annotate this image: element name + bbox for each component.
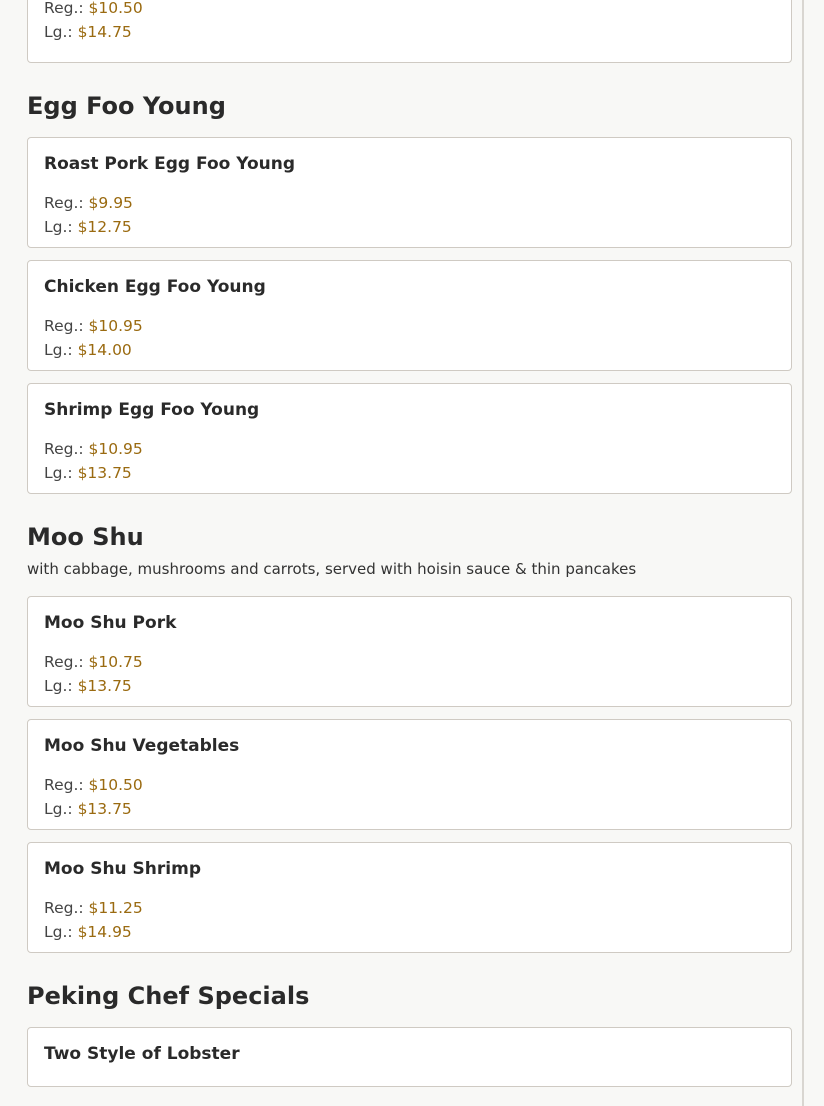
large-price: $14.95 xyxy=(77,923,132,941)
regular-price: $10.75 xyxy=(88,653,143,671)
regular-price-label: Reg.: xyxy=(44,0,84,17)
large-price-label: Lg.: xyxy=(44,23,73,41)
menu-item-name: Shrimp Egg Foo Young xyxy=(44,400,260,420)
large-price-line xyxy=(44,20,775,44)
large-price-label: Lg.: xyxy=(44,464,73,482)
regular-price: $10.50 xyxy=(88,0,143,17)
menu-item-card[interactable] xyxy=(27,0,792,63)
regular-price: $10.95 xyxy=(88,317,143,335)
menu-item-card[interactable] xyxy=(27,596,792,707)
large-price-line xyxy=(44,674,775,698)
regular-price-line xyxy=(44,773,775,797)
regular-price-line xyxy=(44,437,775,461)
large-price-label: Lg.: xyxy=(44,800,73,818)
regular-price: $9.95 xyxy=(88,194,133,212)
large-price: $13.75 xyxy=(77,464,132,482)
large-price: $14.00 xyxy=(77,341,132,359)
menu-item-card[interactable] xyxy=(27,842,792,953)
regular-price-line xyxy=(44,896,775,920)
large-price-label: Lg.: xyxy=(44,677,73,695)
menu-section-egg-foo-young xyxy=(27,89,792,494)
regular-price-label: Reg.: xyxy=(44,194,84,212)
regular-price: $10.95 xyxy=(88,440,143,458)
menu-item-name: Two Style of Lobster xyxy=(44,1044,240,1064)
section-title: Egg Foo Young xyxy=(27,92,226,120)
menu-item-card[interactable] xyxy=(27,137,792,248)
regular-price-label: Reg.: xyxy=(44,653,84,671)
large-price-label: Lg.: xyxy=(44,218,73,236)
section-title: Peking Chef Specials xyxy=(27,982,310,1010)
menu-item-card[interactable] xyxy=(27,383,792,494)
regular-price-label: Reg.: xyxy=(44,317,84,335)
menu-section-peking-chef-specials xyxy=(27,979,792,1087)
menu-section-moo-shu xyxy=(27,520,792,953)
large-price-line xyxy=(44,461,775,485)
regular-price-line xyxy=(44,650,775,674)
menu-item-card[interactable] xyxy=(27,719,792,830)
large-price: $13.75 xyxy=(77,677,132,695)
regular-price: $11.25 xyxy=(88,899,143,917)
regular-price-line xyxy=(44,0,775,20)
large-price: $12.75 xyxy=(77,218,132,236)
large-price: $14.75 xyxy=(77,23,132,41)
menu-item-card[interactable] xyxy=(27,260,792,371)
large-price-label: Lg.: xyxy=(44,923,73,941)
section-description: with cabbage, mushrooms and carrots, served with hoisin sauce & thin pancakes xyxy=(27,560,637,578)
large-price-line xyxy=(44,920,775,944)
large-price-line xyxy=(44,797,775,821)
page-edge-divider xyxy=(802,0,804,1106)
menu-item-name: Roast Pork Egg Foo Young xyxy=(44,154,296,174)
menu-item-name: Moo Shu Shrimp xyxy=(44,859,202,879)
regular-price-label: Reg.: xyxy=(44,899,84,917)
menu-content xyxy=(27,0,792,1099)
regular-price: $10.50 xyxy=(88,776,143,794)
menu-item-name: Moo Shu Pork xyxy=(44,613,177,633)
menu-item-card[interactable] xyxy=(27,1027,792,1087)
menu-item-name: Chicken Egg Foo Young xyxy=(44,277,266,297)
regular-price-line xyxy=(44,191,775,215)
large-price-line xyxy=(44,338,775,362)
large-price: $13.75 xyxy=(77,800,132,818)
section-title: Moo Shu xyxy=(27,523,144,551)
large-price-line xyxy=(44,215,775,239)
regular-price-line xyxy=(44,314,775,338)
large-price-label: Lg.: xyxy=(44,341,73,359)
regular-price-label: Reg.: xyxy=(44,440,84,458)
regular-price-label: Reg.: xyxy=(44,776,84,794)
menu-item-name: Moo Shu Vegetables xyxy=(44,736,240,756)
